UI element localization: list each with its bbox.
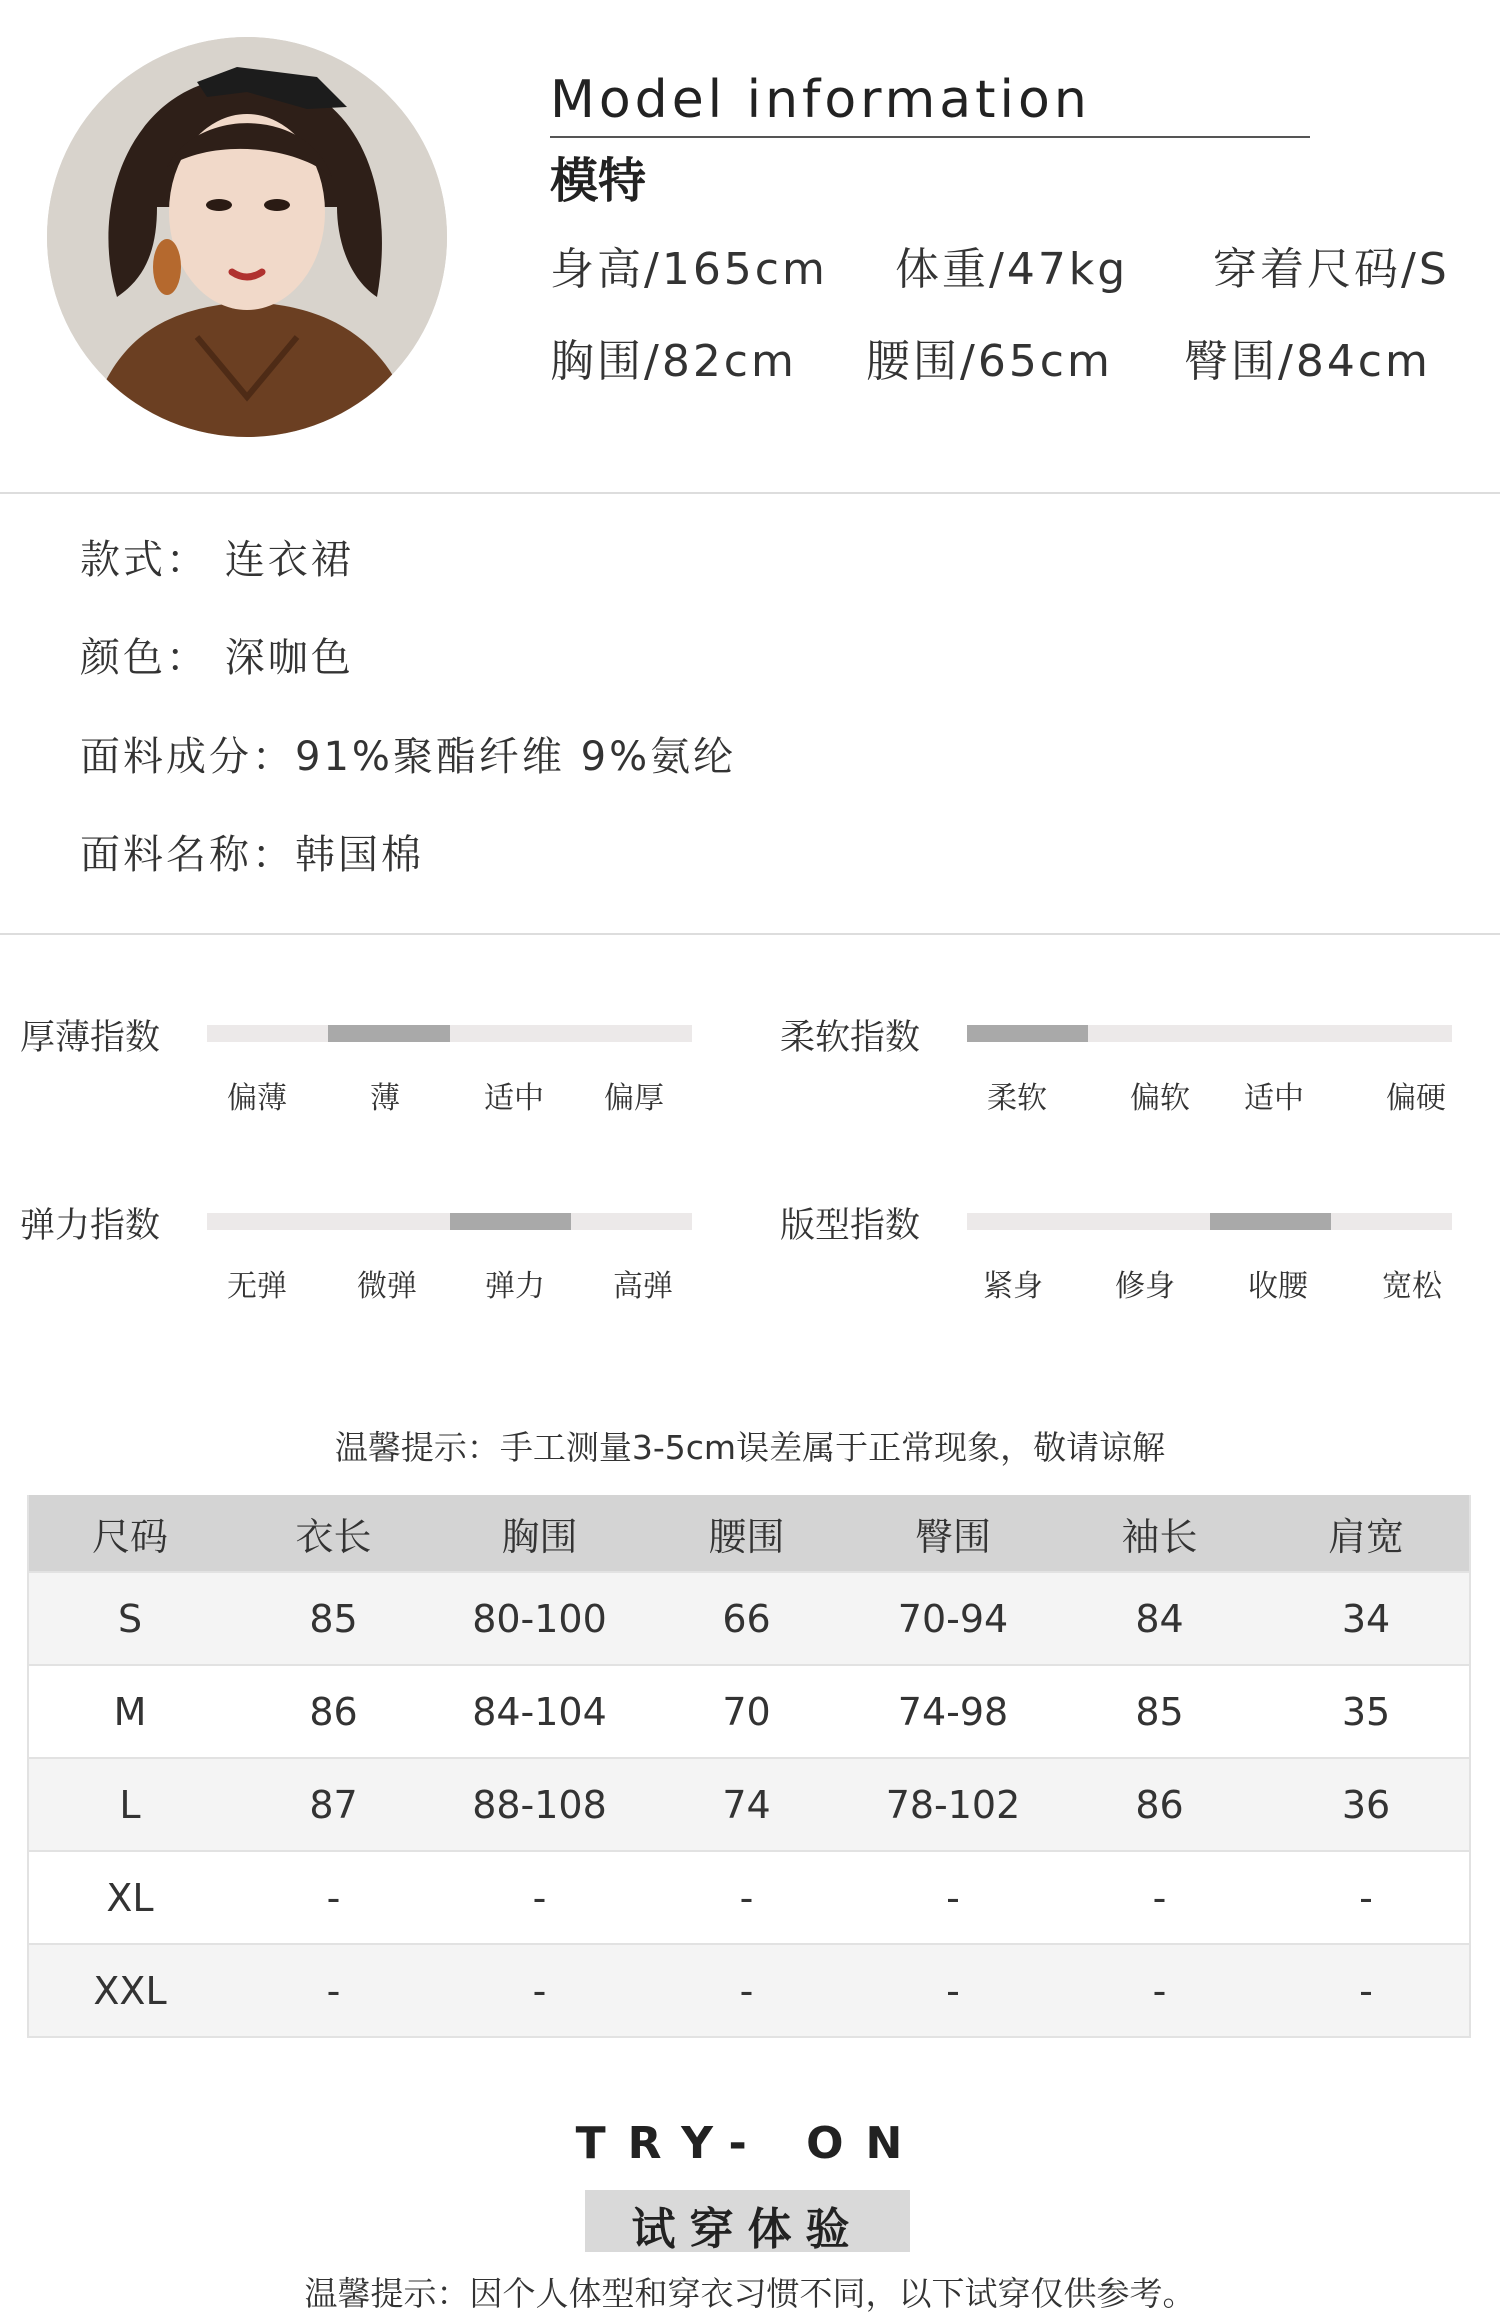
- table-cell: 80-100: [436, 1572, 643, 1665]
- table-cell: 84: [1056, 1572, 1263, 1665]
- col-header-size: 尺码: [28, 1495, 231, 1572]
- col-header-hip: 臀围: [850, 1495, 1056, 1572]
- table-row: [28, 1851, 1470, 1944]
- thickness-option: 偏薄: [227, 1081, 287, 1116]
- table-cell: 84-104: [436, 1665, 643, 1758]
- fit-index-level: [1210, 1213, 1331, 1230]
- thickness-index-level: [328, 1025, 449, 1042]
- table-header-row: [28, 1495, 1470, 1572]
- table-cell: -: [850, 1851, 1056, 1944]
- table-cell: -: [643, 1944, 850, 2037]
- fit-option: 宽松: [1382, 1269, 1442, 1304]
- table-cell: -: [436, 1944, 643, 2037]
- fit-index-title: 版型指数: [780, 1206, 921, 1246]
- table-cell: -: [436, 1851, 643, 1944]
- product-style: 款式： 连衣裙: [80, 537, 354, 583]
- model-portrait-photo: [47, 37, 447, 437]
- softness-option: 偏硬: [1386, 1081, 1446, 1116]
- softness-option: 适中: [1244, 1081, 1304, 1116]
- elasticity-index-title: 弹力指数: [20, 1206, 161, 1246]
- softness-index-level: [967, 1025, 1088, 1042]
- table-cell: S: [28, 1572, 231, 1665]
- model-info-subtitle: 模特: [550, 153, 647, 209]
- table-cell: 34: [1263, 1572, 1470, 1665]
- model-info-title: Model information: [550, 70, 1091, 130]
- table-row: [28, 1758, 1470, 1851]
- table-cell: 70-94: [850, 1572, 1056, 1665]
- tryon-title: TRY- ON: [575, 2118, 925, 2169]
- elasticity-option: 高弹: [613, 1269, 673, 1304]
- table-cell: M: [28, 1665, 231, 1758]
- product-composition: 面料成分：91%聚酯纤维 9%氨纶: [80, 734, 737, 780]
- model-portrait-illustration: [47, 37, 447, 437]
- table-cell: -: [643, 1851, 850, 1944]
- table-cell: 88-108: [436, 1758, 643, 1851]
- model-weight: 体重/47kg: [895, 244, 1129, 295]
- model-bust: 胸围/82cm: [550, 336, 797, 387]
- softness-index-title: 柔软指数: [780, 1018, 921, 1058]
- softness-option: 柔软: [987, 1081, 1047, 1116]
- table-cell: -: [231, 1851, 436, 1944]
- table-cell: 36: [1263, 1758, 1470, 1851]
- fit-index-bar: [967, 1213, 1452, 1230]
- tryon-note: 温馨提示：因个人体型和穿衣习惯不同，以下试穿仅供参考。: [304, 2274, 1196, 2313]
- table-cell: 66: [643, 1572, 850, 1665]
- table-cell: 70: [643, 1665, 850, 1758]
- table-cell: -: [1263, 1944, 1470, 2037]
- table-cell: -: [850, 1944, 1056, 2037]
- table-cell: 85: [231, 1572, 436, 1665]
- model-height: 身高/165cm: [550, 244, 828, 295]
- table-cell: XL: [28, 1851, 231, 1944]
- thickness-option: 偏厚: [604, 1081, 664, 1116]
- table-cell: XXL: [28, 1944, 231, 2037]
- title-underline: [550, 136, 1310, 138]
- model-wearing-size: 穿着尺码/S: [1213, 244, 1450, 295]
- table-cell: 35: [1263, 1665, 1470, 1758]
- table-cell: -: [1056, 1851, 1263, 1944]
- elasticity-option: 微弹: [357, 1269, 417, 1304]
- thickness-index-title: 厚薄指数: [20, 1018, 161, 1058]
- elasticity-option: 无弹: [227, 1269, 287, 1304]
- model-hip: 臀围/84cm: [1184, 336, 1431, 387]
- thickness-option: 适中: [484, 1081, 544, 1116]
- table-row: [28, 1572, 1470, 1665]
- fit-option: 收腰: [1248, 1269, 1308, 1304]
- table-cell: 86: [1056, 1758, 1263, 1851]
- size-chart-table: [27, 1495, 1471, 2038]
- elasticity-option: 弹力: [485, 1269, 545, 1304]
- softness-option: 偏软: [1130, 1081, 1190, 1116]
- thickness-index-bar: [207, 1025, 692, 1042]
- table-cell: -: [1263, 1851, 1470, 1944]
- product-fabric-name: 面料名称：韩国棉: [80, 832, 424, 878]
- product-color: 颜色： 深咖色: [80, 635, 354, 681]
- section-divider: [0, 933, 1500, 935]
- thickness-option: 薄: [370, 1081, 400, 1116]
- section-divider: [0, 492, 1500, 494]
- col-header-bust: 胸围: [436, 1495, 643, 1572]
- elasticity-index-bar: [207, 1213, 692, 1230]
- elasticity-index-level: [450, 1213, 571, 1230]
- table-cell: -: [1056, 1944, 1263, 2037]
- fit-option: 紧身: [983, 1269, 1043, 1304]
- table-row: [28, 1665, 1470, 1758]
- col-header-length: 衣长: [231, 1495, 436, 1572]
- table-cell: 78-102: [850, 1758, 1056, 1851]
- table-cell: 74-98: [850, 1665, 1056, 1758]
- softness-index-bar: [967, 1025, 1452, 1042]
- col-header-shoulder: 肩宽: [1263, 1495, 1470, 1572]
- table-cell: L: [28, 1758, 231, 1851]
- col-header-sleeve: 袖长: [1056, 1495, 1263, 1572]
- table-cell: 87: [231, 1758, 436, 1851]
- table-cell: 85: [1056, 1665, 1263, 1758]
- fit-option: 修身: [1115, 1269, 1175, 1304]
- table-cell: 74: [643, 1758, 850, 1851]
- table-row: [28, 1944, 1470, 2037]
- table-cell: -: [231, 1944, 436, 2037]
- tryon-subtitle: 试穿体验: [631, 2204, 864, 2255]
- model-waist: 腰围/65cm: [866, 336, 1113, 387]
- table-cell: 86: [231, 1665, 436, 1758]
- measurement-tip: 温馨提示：手工测量3-5cm误差属于正常现象，敬请谅解: [334, 1428, 1166, 1467]
- col-header-waist: 腰围: [643, 1495, 850, 1572]
